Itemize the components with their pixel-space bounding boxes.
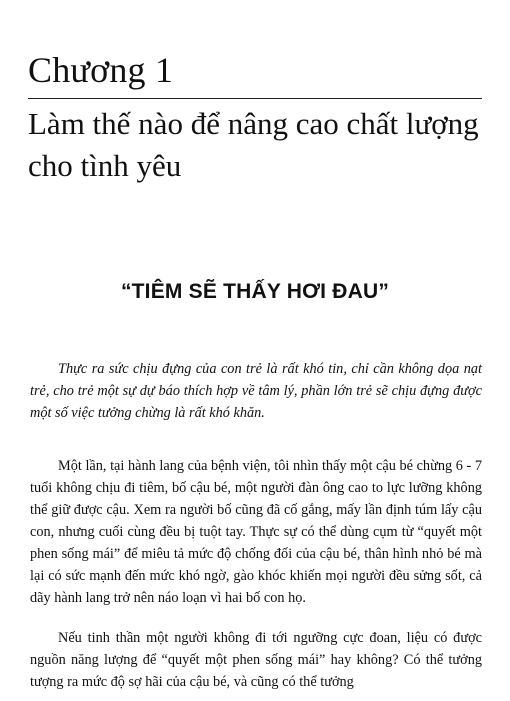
chapter-title: Làm thế nào để nâng cao chất lượng cho tình yêu	[28, 106, 479, 183]
body-paragraph-2: Nếu tinh thần một người không đi tới ngưỡng cực đoan, liệu có được nguồn năng lượng để “quyết một phen sống mái” hay không? Có thể tưởng tượng ra mức độ sợ hãi của cậu bé, và cũng có thể tưởng	[30, 630, 482, 691]
intro-paragraph: Thực ra sức chịu đựng của con trẻ là rất khó tin, chỉ cần không dọa nạt trẻ, cho trẻ một sự dự báo thích hợp về tâm lý, phần lớn trẻ sẽ chịu đựng được một số việc tưởng chừng là rất khó khăn.	[30, 361, 482, 422]
chapter-divider-line	[28, 98, 482, 99]
body-paragraph-1: Một lần, tại hành lang của bệnh viện, tôi nhìn thấy một cậu bé chừng 6 - 7 tuổi không chịu đi tiêm, bố cậu bé, một người đàn ông cao to lực lưỡng không thể giữ được cậu. Xem ra người bố cũng đã cố gắng, mấy lần định túm lấy cậu con, nhưng cuối cùng đều bị tuột tay. Thực sự có thể dùng cụm từ “quyết một phen sống mái” để miêu tả mức độ chống đối của cậu bé, thân hình nhỏ bé mà lại có sức mạnh đến mức khó ngờ, gào khóc khiến mọi người đều sửng sốt, cả dãy hành lang trở nên náo loạn vì hai bố con họ.	[30, 458, 482, 607]
section-title: “TIÊM SẼ THẤY HƠI ĐAU”	[120, 280, 390, 303]
chapter-label: Chương 1	[28, 50, 174, 90]
